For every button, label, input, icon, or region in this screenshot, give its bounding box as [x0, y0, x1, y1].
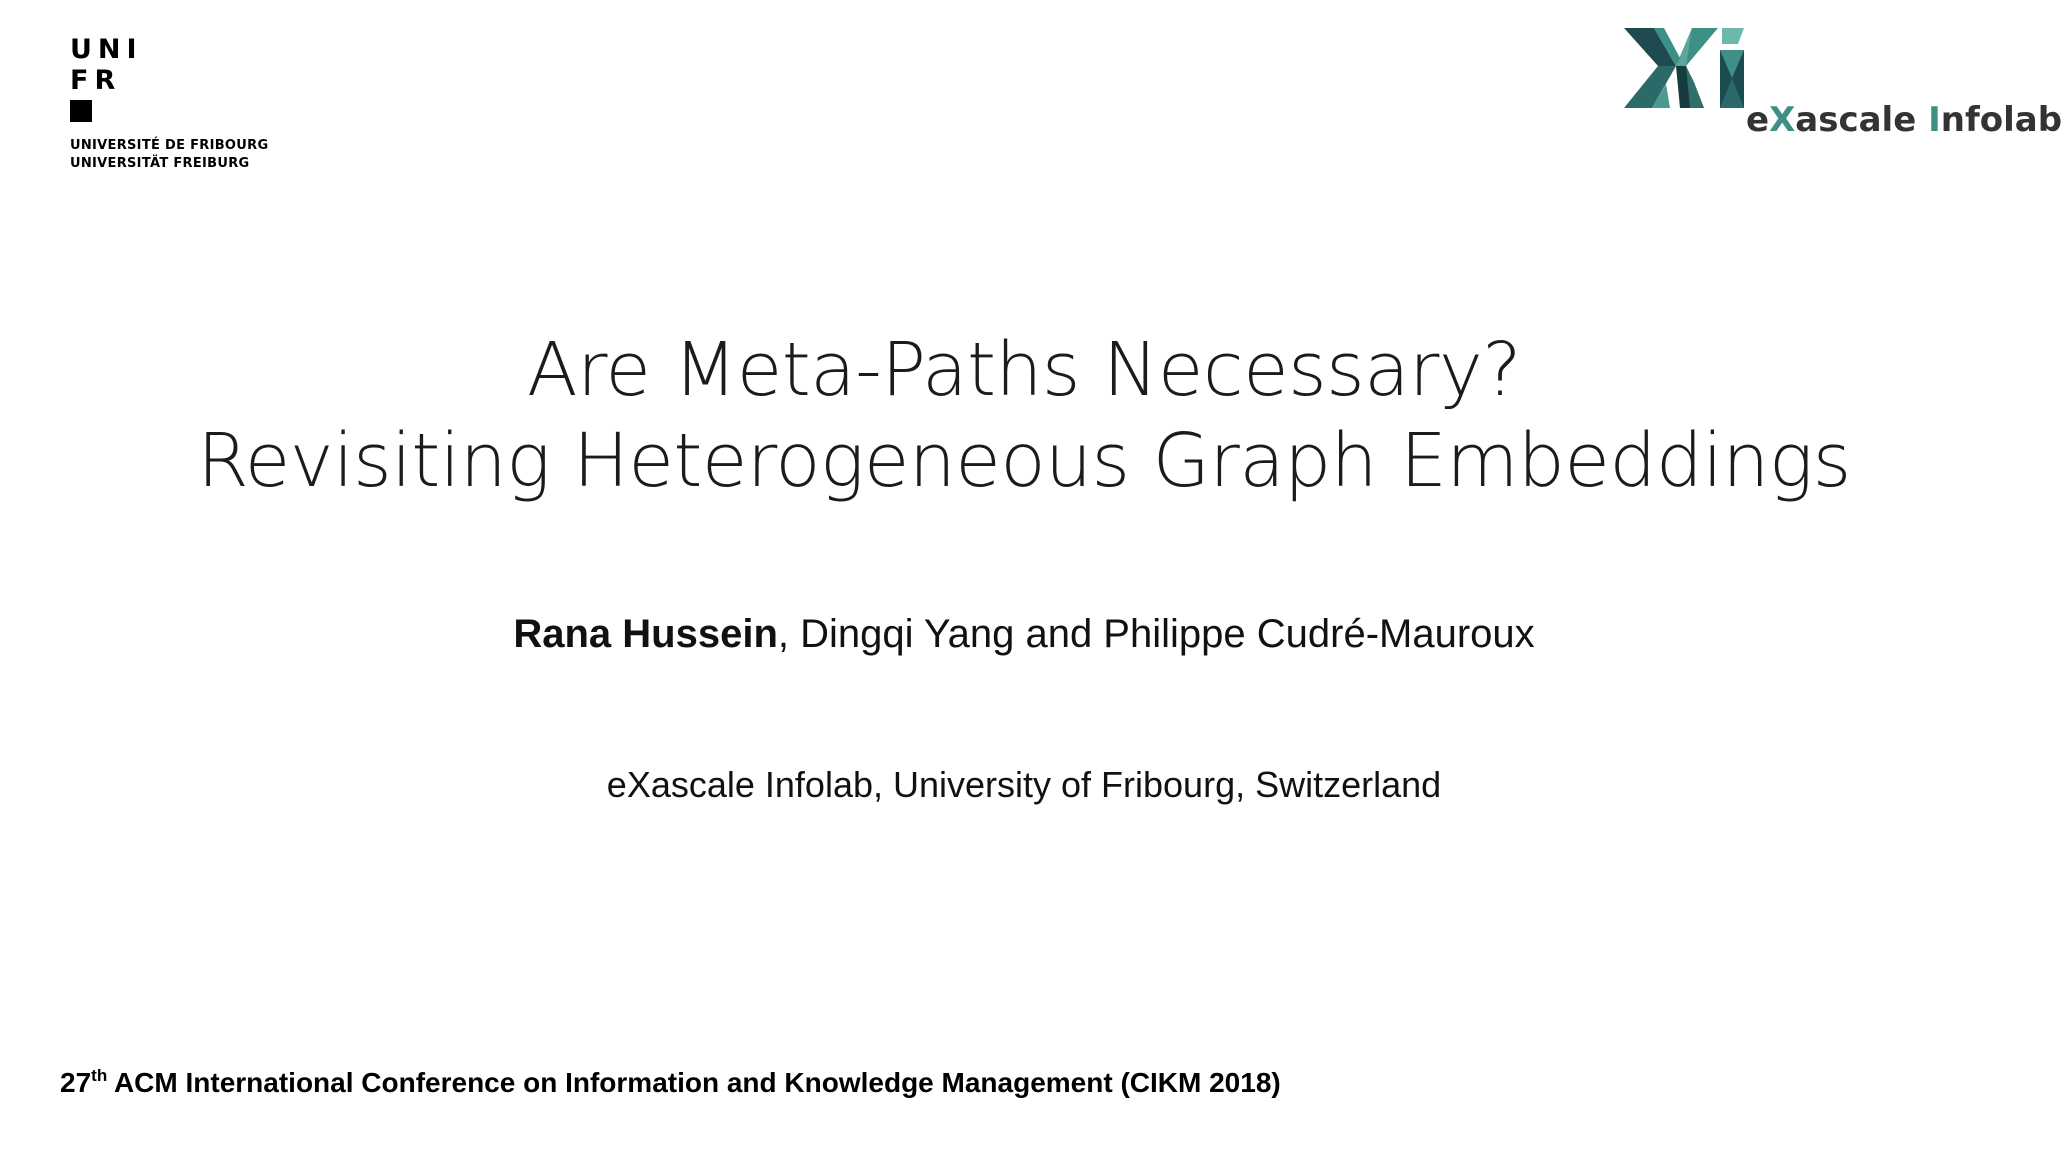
conference-name: ACM International Conference on Information and Knowledge Management (CIKM 2018): [107, 1067, 1281, 1098]
slide-title-line-1: Are Meta-Paths Necessary?: [526, 327, 1522, 413]
university-logo: [70, 34, 310, 169]
conference-number: 27: [60, 1067, 92, 1098]
university-name-de: UNIVERSITÄT FREIBURG: [70, 156, 250, 171]
lab-name: [1746, 100, 2062, 140]
lab-name-part: nfolab: [1940, 100, 2062, 140]
unifr-mark-line-2: FR: [70, 65, 122, 96]
conference-ordinal: th: [91, 1066, 108, 1085]
author-list: [0, 612, 2048, 657]
exascale-infolab-logo: [1620, 22, 2062, 147]
lab-name-part: e: [1746, 100, 1770, 140]
university-name-fr: UNIVERSITÉ DE FRIBOURG: [70, 138, 269, 153]
unifr-mark-line-1: UNI: [70, 34, 143, 65]
presenter-name: Rana Hussein: [513, 612, 778, 656]
lab-name-part: X: [1769, 100, 1796, 140]
conference-footer: [60, 1067, 1281, 1099]
unifr-square-icon: [70, 100, 92, 122]
affiliation: eXascale Infolab, University of Fribourg, Switzerland: [606, 764, 1442, 805]
co-authors: , Dingqi Yang and Philippe Cudré-Mauroux: [777, 612, 1535, 656]
slide-title-line-2: Revisiting Heterogeneous Graph Embeddings: [197, 418, 1851, 504]
xi-emblem-icon: [1620, 22, 1750, 117]
lab-name-part: I: [1928, 100, 1941, 140]
lab-name-part: ascale: [1795, 100, 1929, 140]
